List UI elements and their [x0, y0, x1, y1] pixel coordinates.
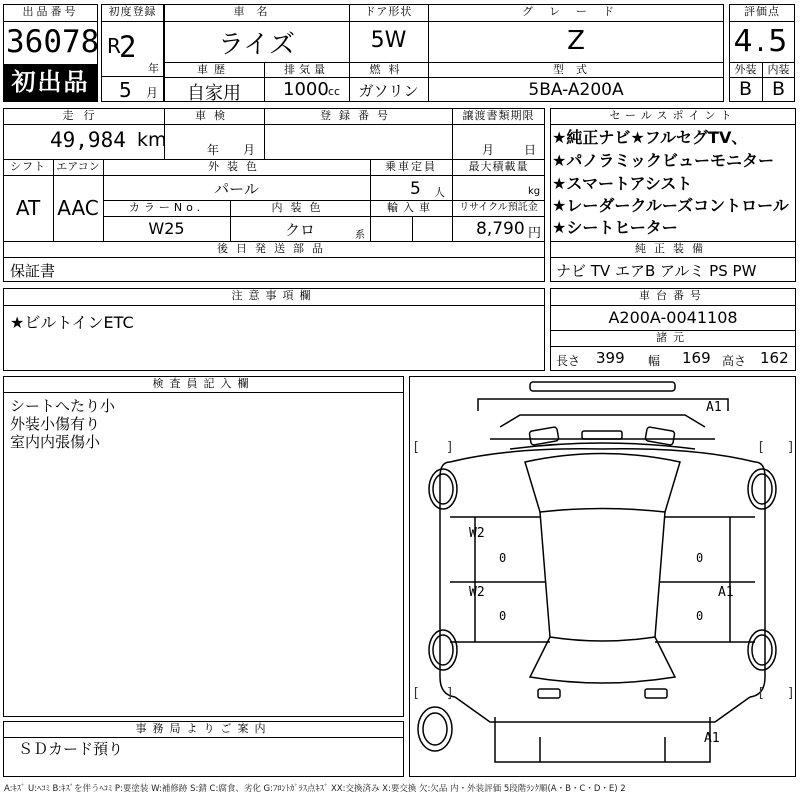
int-color: クロ	[284, 221, 315, 239]
registration-label: 登録番号	[320, 109, 396, 122]
model-label: 型式	[553, 63, 599, 76]
mileage-label: 走行	[62, 109, 105, 122]
damage-mark-rear-left-door: W2	[469, 585, 485, 600]
color-no-label: カラーNo.	[128, 201, 205, 214]
damage-mark-front-left-door: W2	[469, 526, 485, 541]
mileage-unit: km	[137, 129, 167, 151]
score: 4.5	[733, 24, 791, 59]
car-name: ライズ	[218, 30, 295, 60]
zero-mark-3: 0	[499, 609, 507, 623]
sales-points-label: セールスポイント	[609, 109, 737, 122]
month-unit: 月	[146, 86, 159, 100]
inspector-line-2: 外装小傷有り	[10, 415, 101, 433]
sales-point-2: ★パノラミックビューモニター	[552, 151, 775, 170]
zero-mark-4: 0	[696, 609, 704, 623]
color-no: W25	[148, 219, 185, 238]
inspection-year-unit: 年	[207, 143, 220, 157]
max-load-label: 最大積載量	[468, 160, 529, 173]
later-parts: 保証書	[10, 262, 56, 280]
first-listing-badge	[4, 64, 97, 101]
capacity-label: 乗車定員	[385, 160, 437, 173]
chassis-label: 車台番号	[639, 289, 707, 302]
notes-label: 注意事項欄	[231, 289, 317, 302]
int-color-label: 内装色	[271, 201, 329, 214]
office-label: 事務局よりご案内	[135, 722, 272, 735]
bracket-open-1: [	[412, 440, 420, 455]
lot-label: 出品番号	[22, 5, 79, 18]
recycle-label: リサイクル預託金	[459, 202, 538, 213]
first-listing-text: 初出品	[11, 68, 90, 96]
bracket-open-2: [	[757, 440, 765, 455]
spec-height: 162	[760, 349, 789, 367]
recycle-unit: 円	[528, 226, 542, 241]
spec-length: 399	[596, 349, 625, 367]
sales-point-1: ★純正ナビ★フルセグTV、	[552, 128, 748, 147]
later-parts-label: 後日発送部品	[217, 242, 331, 255]
ext-color-label: 外装色	[208, 160, 265, 173]
import-label: 輸入車	[387, 201, 435, 214]
max-load-unit: kg	[528, 186, 541, 197]
inspector-line-1: シートへたり小	[10, 397, 116, 415]
inspector-label: 検査員記入欄	[152, 377, 255, 390]
legend: A:ｷｽﾞ U:ﾍｺﾐ B:ｷｽﾞを伴うﾍｺﾐ P:要塗装 W:補修跡 S:錆 C:腐食、劣化 G:ﾌﾛﾝﾄｶﾞﾗｽ点ｷｽﾞ XX:交換済み X:要交換 欠:欠品 内・外装評価 5段階ﾗﾝｸ順(A・B・C・D・E) 2	[4, 784, 626, 794]
damage-mark-front-right: A1	[706, 400, 722, 415]
spec-length-label: 長さ	[556, 354, 581, 368]
notes-text: ★ビルトインETC	[10, 313, 134, 332]
shift-label: シフト	[10, 160, 46, 173]
year: 2	[119, 30, 137, 64]
displacement-unit: cc	[328, 85, 341, 98]
equipment-label: 純正装備	[635, 242, 711, 255]
damage-mark-rear-right-door: A1	[718, 585, 734, 600]
aircon-label: エアコン	[56, 160, 100, 173]
bracket-close-4: ]	[787, 686, 795, 701]
inspection-month-unit: 月	[243, 143, 256, 157]
era: R	[107, 34, 121, 58]
sales-point-5: ★シートヒーター	[552, 218, 678, 237]
specs-label: 諸元	[656, 331, 690, 344]
fuel: ガソリン	[358, 82, 419, 100]
bracket-open-3: [	[412, 686, 420, 701]
spec-width-label: 幅	[648, 354, 661, 368]
spec-height-label: 高さ	[722, 354, 747, 368]
lot-number: 36078	[6, 24, 100, 60]
transfer-day-unit: 日	[524, 143, 537, 157]
month: 5	[119, 78, 132, 102]
equipment: ナビ TV エアB アルミ PS PW	[556, 262, 757, 280]
first-reg-label: 初度登録	[108, 5, 157, 18]
grade: Z	[567, 26, 585, 56]
year-unit: 年	[148, 62, 159, 75]
recycle-amount: 8,790	[476, 219, 525, 239]
transfer-month-unit: 月	[482, 143, 495, 157]
history-label: 車歴	[197, 63, 231, 76]
ext-color: パール	[214, 180, 259, 198]
inspection-label: 車検	[195, 109, 233, 122]
office-text: ＳＤカード預り	[18, 740, 124, 758]
score-label: 評価点	[744, 5, 780, 18]
interior-grade: B	[771, 78, 786, 100]
displacement: 1000	[283, 79, 329, 100]
car-outline	[410, 377, 795, 776]
grade-label: グレード	[522, 5, 630, 18]
transfer-label: 譲渡書類期限	[462, 109, 535, 122]
capacity: 5	[410, 179, 421, 199]
bracket-close-2: ]	[787, 440, 795, 455]
aircon: AAC	[57, 196, 99, 220]
capacity-unit: 人	[434, 186, 445, 199]
damage-diagram	[409, 376, 796, 777]
int-color-unit: 系	[355, 230, 365, 241]
exterior-grade: B	[738, 78, 753, 100]
inspector-line-3: 室内内張傷小	[10, 433, 101, 451]
zero-mark-2: 0	[696, 551, 704, 565]
door-label: ドア形状	[364, 5, 413, 18]
shift: AT	[15, 196, 41, 220]
history: 自家用	[187, 83, 241, 104]
car-name-label: 車名	[233, 5, 280, 18]
exterior-grade-label: 外装	[734, 63, 757, 76]
bracket-close-1: ]	[446, 440, 454, 455]
chassis-number: A200A-0041108	[608, 308, 738, 327]
displacement-label: 排気量	[284, 63, 329, 76]
damage-mark-rear-bumper: A1	[704, 731, 720, 746]
fuel-label: 燃料	[369, 63, 408, 76]
mileage: 49,984	[50, 128, 126, 152]
sales-point-4: ★レーダークルーズコントロール	[552, 196, 789, 215]
interior-grade-label: 内装	[767, 63, 790, 76]
bracket-open-4: [	[757, 686, 765, 701]
spec-width: 169	[682, 349, 711, 367]
bracket-close-3: ]	[446, 686, 454, 701]
door-type: 5W	[370, 28, 407, 53]
zero-mark-1: 0	[499, 551, 507, 565]
sales-point-3: ★スマートアシスト	[552, 174, 693, 193]
model: 5BA-A200A	[528, 80, 624, 100]
